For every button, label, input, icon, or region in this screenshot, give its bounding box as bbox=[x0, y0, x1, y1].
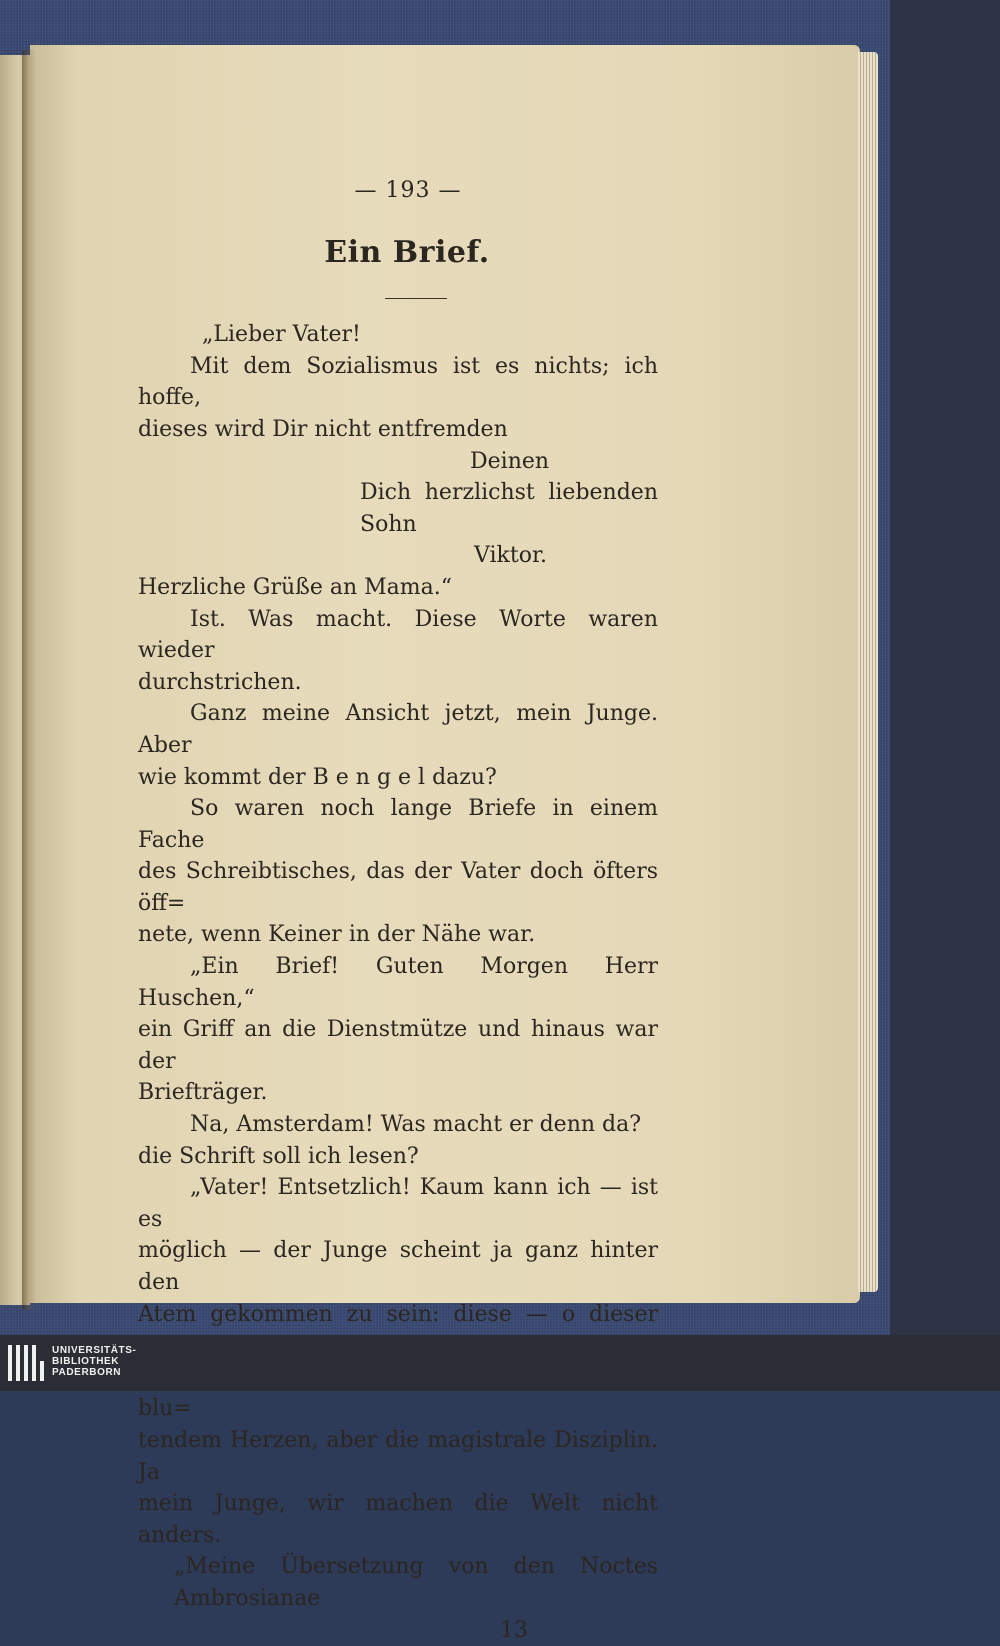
text-line: Na, Amsterdam! Was macht er denn da? bbox=[190, 1112, 642, 1138]
library-name-line: PADERBORN bbox=[52, 1367, 122, 1378]
text-line: durchstrichen. bbox=[138, 669, 302, 695]
text-line: des Schreibtisches, das der Vater doch öfters öff= bbox=[138, 859, 658, 916]
signature-mark: 13 bbox=[500, 1617, 528, 1643]
text-line: Mit dem Sozialismus ist es nichts; ich hoffe, bbox=[138, 353, 658, 411]
text-line: nete, wenn Keiner in der Nähe war. bbox=[138, 922, 536, 948]
cover-edge bbox=[890, 0, 1000, 1335]
text-line: Ganz meine Ansicht jetzt, mein Junge. Aber bbox=[138, 701, 658, 758]
page-stack-edges bbox=[858, 52, 878, 1292]
library-name bbox=[52, 1345, 136, 1378]
text-line: wie kommt der B e n g e l dazu? bbox=[138, 764, 497, 790]
text-line: „Meine Übersetzung von den Noctes Ambrosianae bbox=[174, 1554, 658, 1611]
text-line: „Ein Brief! Guten Morgen Herr Huschen,“ bbox=[138, 954, 658, 1011]
chapter-title: Ein Brief. bbox=[324, 234, 490, 270]
text-line: mein Junge, wir machen die Welt nicht anders. bbox=[138, 1491, 658, 1548]
text-line: dieses wird Dir nicht entfremden bbox=[138, 416, 508, 442]
text-line: tendem Herzen, aber die magistrale Disziplin. Ja bbox=[138, 1427, 658, 1485]
title-rule bbox=[385, 298, 447, 299]
text-line: „Vater! Entsetzlich! Kaum kann ich — ist es bbox=[138, 1175, 658, 1232]
library-name-line: UNIVERSITÄTS- bbox=[52, 1345, 137, 1356]
text-line: ein Griff an die Dienstmütze und hinaus war der bbox=[138, 1017, 658, 1074]
text-line: Herzliche Grüße an Mama.“ bbox=[138, 574, 452, 600]
text-line: die Schrift soll ich lesen? bbox=[138, 1143, 419, 1169]
library-name-line: BIBLIOTHEK bbox=[52, 1356, 120, 1367]
library-logo-icon bbox=[8, 1345, 48, 1385]
text-line: Dich herzlichst liebenden Sohn bbox=[360, 480, 658, 537]
text-line: Atem gekommen zu sein: diese — o dieser bbox=[138, 1301, 658, 1327]
page-number: — 193 — bbox=[354, 178, 462, 203]
text-line: blu= bbox=[138, 1396, 192, 1422]
text-line: Ist. Was macht. Diese Worte waren wieder bbox=[138, 606, 658, 664]
page-gutter-shadow bbox=[22, 50, 36, 1310]
text-line: Briefträger. bbox=[138, 1080, 268, 1106]
text-line: So waren noch lange Briefe in einem Fache bbox=[138, 796, 658, 853]
page-text bbox=[138, 175, 658, 1646]
text-line: Deinen bbox=[470, 448, 550, 474]
text-line: Viktor. bbox=[474, 543, 548, 569]
library-footer bbox=[0, 1335, 1000, 1391]
text-line: möglich — der Junge scheint ja ganz hinter den bbox=[138, 1238, 658, 1295]
text-line: „Lieber Vater! bbox=[202, 322, 361, 348]
